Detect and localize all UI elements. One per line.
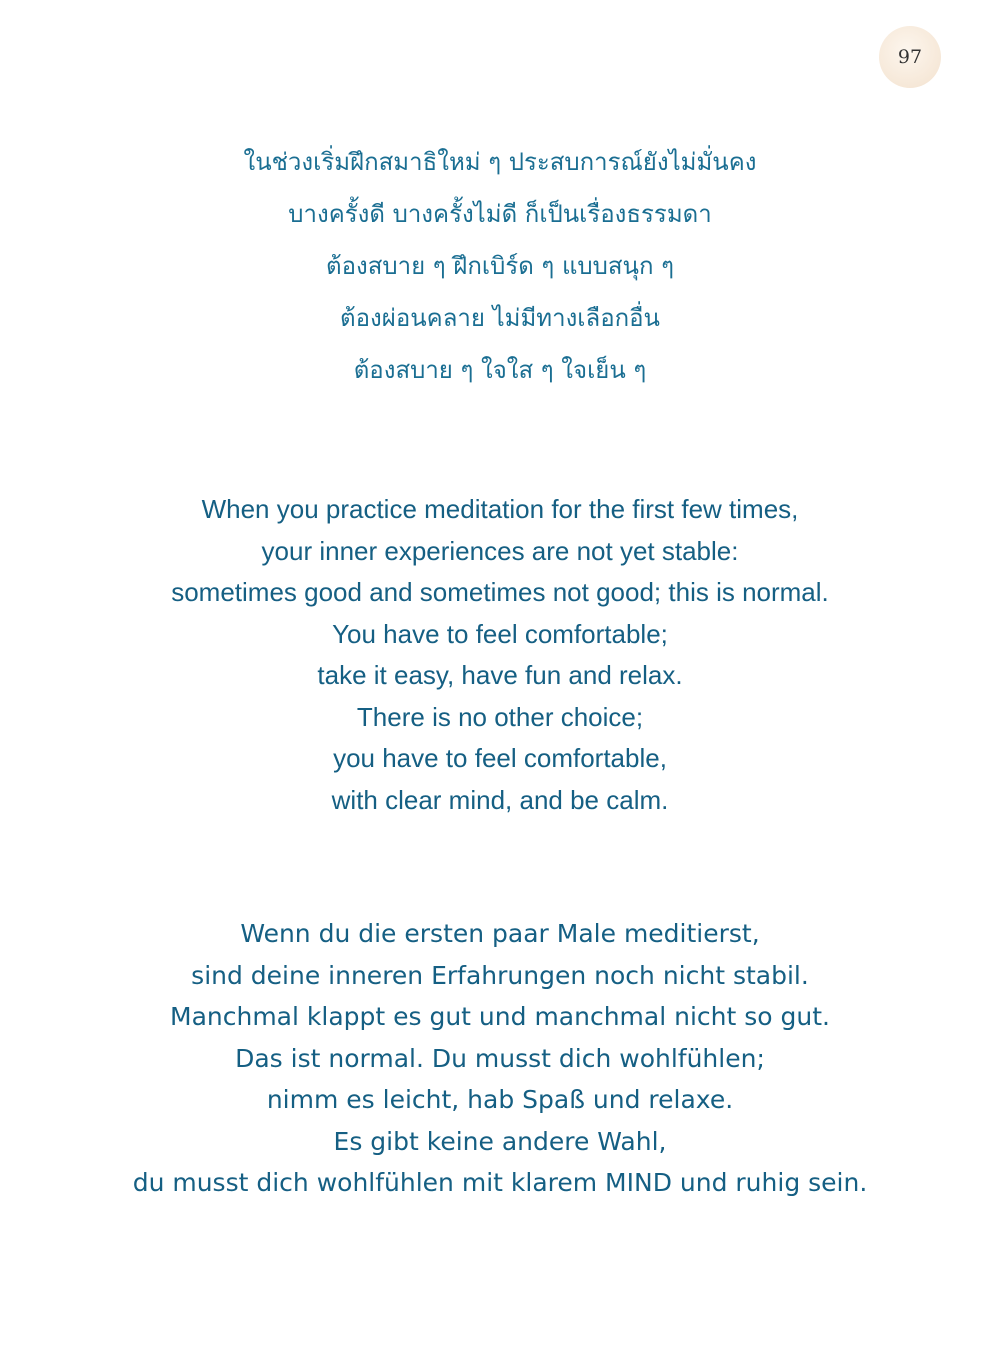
german-paragraph [0, 913, 1000, 1204]
thai-line: ในช่วงเริ่มฝึกสมาธิใหม่ ๆ ประสบการณ์ยังไม่มั่นคง [243, 148, 757, 176]
english-line: You have to feel comfortable; [332, 618, 668, 649]
english-line: your inner experiences are not yet stable: [261, 535, 739, 566]
english-line: you have to feel comfortable, [333, 743, 667, 773]
english-line: take it easy, have fun and relax. [317, 660, 683, 690]
german-line: nimm es leicht, hab Spaß und relaxe. [266, 1085, 734, 1114]
german-line: Das ist normal. Du musst dich wohlfühlen; [235, 1043, 765, 1073]
thai-line: ต้องสบาย ๆ ฝึกเบิร์ด ๆ แบบสนุก ๆ [326, 252, 674, 280]
english-line: When you practice meditation for the first few times, [201, 494, 799, 524]
thai-line: บางครั้งดี บางครั้งไม่ดี ก็เป็นเรื่องธรรมดา [288, 200, 712, 228]
german-line: du musst dich wohlfühlen mit klarem MIND und ruhig sein. [132, 1168, 868, 1197]
thai-line: ต้องสบาย ๆ ใจใส ๆ ใจเย็น ๆ [353, 356, 647, 384]
german-line: Wenn du die ersten paar Male meditierst, [240, 919, 760, 948]
german-line: sind deine inneren Erfahrungen noch nicht stabil. [191, 960, 809, 990]
thai-line: ต้องผ่อนคลาย ไม่มีทางเลือกอื่น [340, 304, 660, 332]
english-line: sometimes good and sometimes not good; this is normal. [171, 577, 829, 607]
german-line: Es gibt keine andere Wahl, [333, 1126, 667, 1156]
english-paragraph [0, 489, 1000, 821]
page-number-badge [879, 26, 941, 88]
english-line: There is no other choice; [356, 701, 644, 732]
german-line: Manchmal klappt es gut und manchmal nicht so gut. [170, 1002, 830, 1031]
english-line: with clear mind, and be calm. [331, 784, 669, 815]
page-number: 97 [897, 46, 923, 68]
thai-paragraph [0, 136, 1000, 396]
